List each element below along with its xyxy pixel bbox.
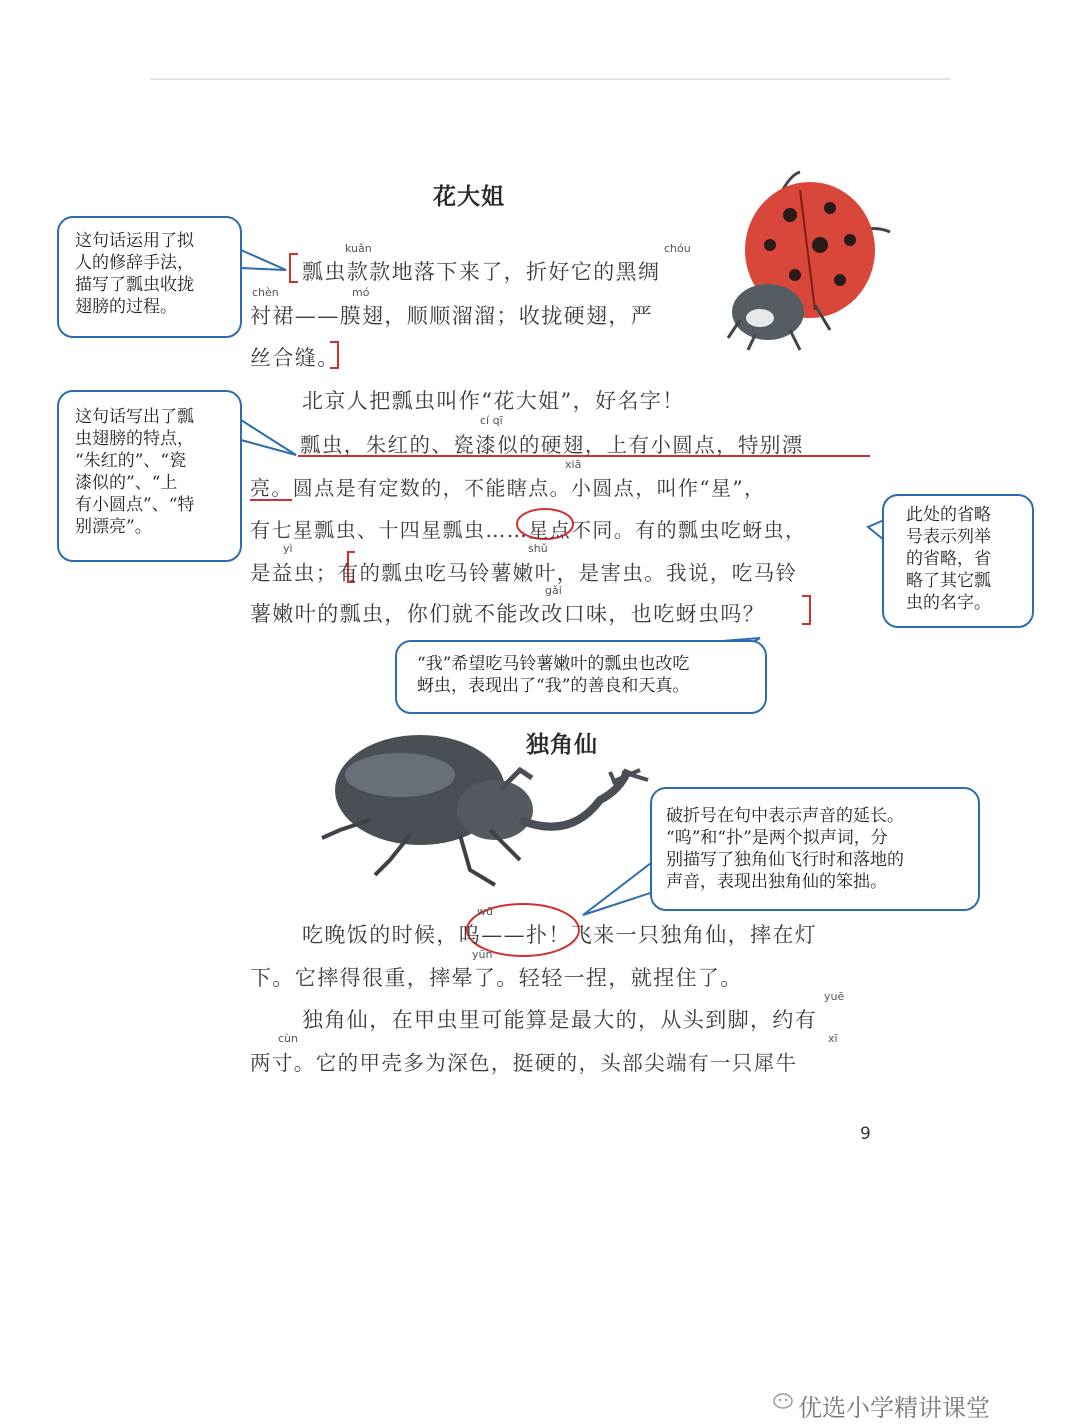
callout-line: 翅膀的过程。 — [75, 297, 177, 317]
callout-line: “朱红的”、“瓷 — [75, 451, 187, 471]
callout-dash — [650, 787, 980, 911]
text-line: 丝合缝。 — [250, 346, 340, 370]
pinyin-yi: yì — [283, 542, 293, 555]
callout-line: 此处的省略 — [906, 505, 991, 525]
callout-line: 人的修辞手法， — [75, 253, 194, 273]
callout-line: 破折号在句中表示声音的延长。 — [666, 806, 904, 826]
callout-line: 有小圆点”、“特 — [75, 495, 195, 515]
callout-line: 这句话运用了拟 — [75, 231, 194, 251]
callout-line: 别漂亮”。 — [75, 517, 152, 537]
callout-kindness — [395, 640, 767, 714]
pinyin-shu: shǔ — [528, 542, 548, 555]
callout-line: “我”希望吃马铃薯嫩叶的瓢虫也改吃 — [417, 654, 690, 674]
callout-line: 蚜虫，表现出了“我”的善良和天真。 — [417, 676, 690, 696]
text-line: 吃晚饭的时候，呜——扑！飞来一只独角仙，摔在灯 — [302, 923, 818, 947]
text-line: 两寸。它的甲壳多为深色，挺硬的，头部尖端有一只犀牛 — [250, 1051, 798, 1075]
pinyin-chen: chèn — [252, 286, 279, 299]
callout-line: 这句话写出了瓢 — [75, 407, 194, 427]
pinyin-ci-qi: cí qī — [480, 414, 503, 427]
pinyin-kuan: kuǎn — [345, 242, 372, 255]
callout-line: 声音，表现出独角仙的笨拙。 — [666, 872, 887, 892]
callout-line: 虫的名字。 — [906, 593, 991, 613]
chat-bubble-icon — [772, 1392, 794, 1412]
callout-ellipsis — [882, 494, 1034, 628]
text-line: 北京人把瓢虫叫作“花大姐”，好名字！ — [302, 389, 685, 413]
callout-line: 别描写了独角仙飞行时和落地的 — [666, 850, 904, 870]
text-line: 衬裙——膜翅，顺顺溜溜；收拢硬翅，严 — [250, 304, 654, 328]
ladybug-image — [728, 172, 890, 350]
callout-wing-features — [57, 390, 242, 562]
pinyin-gai: gǎi — [545, 584, 562, 597]
bracket-close-2 — [802, 596, 810, 624]
callout-line: 的省略，省 — [906, 549, 991, 569]
pinyin-wu: wū — [477, 905, 493, 918]
text-line: 亮。圆点是有定数的，不能瞎点。小圆点，叫作“星”， — [250, 476, 766, 500]
beetle-section-title: 独角仙 — [526, 731, 598, 758]
pinyin-xia: xiā — [565, 458, 582, 471]
pinyin-yue: yuē — [824, 990, 845, 1003]
watermark-text: 优选小学精讲课堂 — [798, 1394, 990, 1422]
text-line: 有七星瓢虫、十四星瓢虫……星点不同。有的瓢虫吃蚜虫， — [250, 518, 807, 542]
page-number: 9 — [860, 1124, 871, 1144]
callout-line: 描写了瓢虫收拢 — [75, 275, 194, 295]
text-line: 下。它摔得很重，摔晕了。轻轻一捏，就捏住了。 — [250, 966, 743, 990]
callout-line: 号表示列举 — [906, 527, 991, 547]
callout-line: 漆似的”、“上 — [75, 473, 178, 493]
rhinoceros-beetle-image — [322, 735, 648, 885]
pinyin-mo: mó — [352, 286, 370, 299]
callout-personification — [57, 216, 242, 338]
text-line: 独角仙，在甲虫里可能算是最大的，从头到脚，约有 — [302, 1008, 818, 1032]
callout-line: “呜”和“扑”是两个拟声词，分 — [666, 828, 888, 848]
pinyin-yun: yūn — [472, 948, 493, 961]
callout-line: 略了其它瓢 — [906, 571, 991, 591]
text-line: 瓢虫，朱红的、瓷漆似的硬翅，上有小圆点，特别漂 — [300, 433, 804, 457]
text-line: 是益虫；有的瓢虫吃马铃薯嫩叶，是害虫。我说，吃马铃 — [250, 561, 798, 585]
bracket-open-1 — [290, 254, 298, 282]
ladybug-section-title: 花大姐 — [433, 183, 505, 210]
pinyin-xi: xī — [828, 1032, 838, 1045]
pinyin-chou: chóu — [664, 242, 691, 255]
callout-line: 虫翅膀的特点， — [75, 429, 194, 449]
text-line: 瓢虫款款地落下来了，折好它的黑绸 — [302, 260, 661, 284]
text-line: 薯嫩叶的瓢虫，你们就不能改改口味，也吃蚜虫吗？ — [250, 602, 766, 626]
pinyin-cun: cùn — [278, 1032, 298, 1045]
